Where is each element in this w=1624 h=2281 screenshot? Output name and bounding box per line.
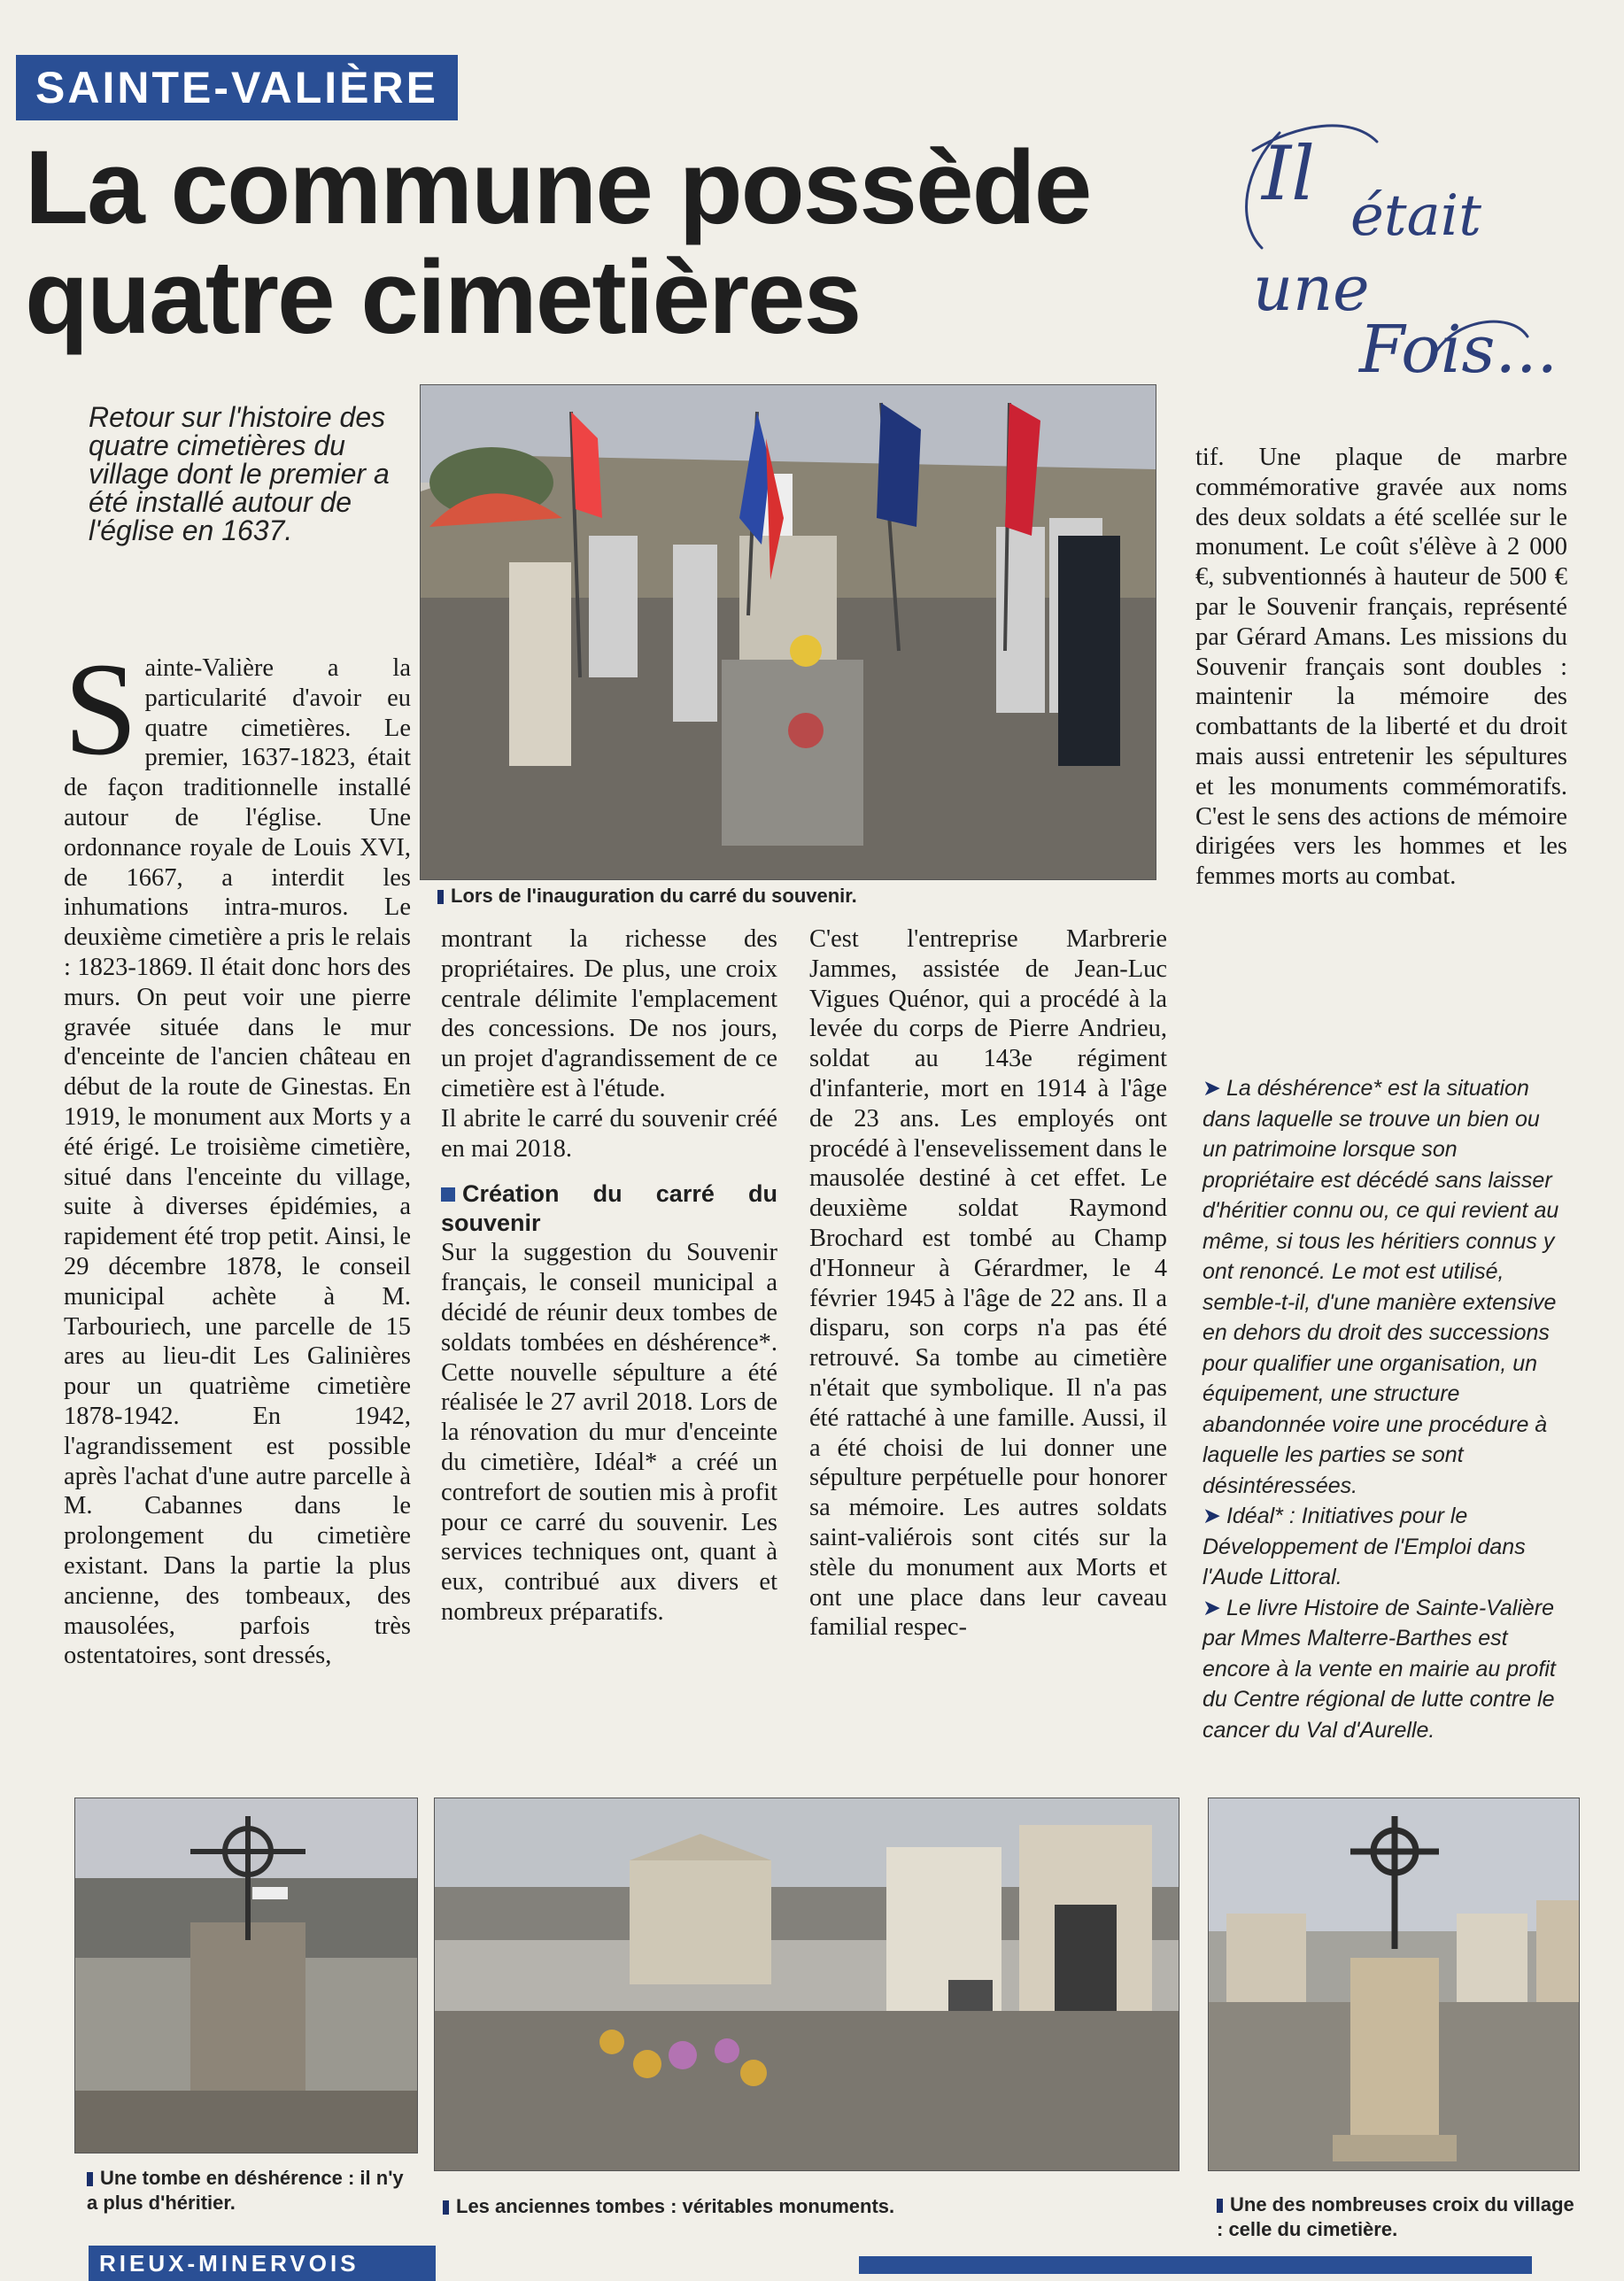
subheading-text: Création du carré du souvenir <box>441 1180 777 1237</box>
next-article-bar <box>859 2256 1532 2274</box>
photo-cemetery-cross <box>1208 1798 1580 2171</box>
headline <box>25 129 1091 356</box>
next-article-kicker: RIEUX-MINERVOIS <box>89 2246 436 2281</box>
article-column-2 <box>441 924 777 1628</box>
series-logo-word-2: était <box>1350 183 1481 249</box>
caption-marker-icon <box>437 890 444 904</box>
photo-left-caption-text: Une tombe en déshérence : il n'y a plus d'héritier. <box>87 2167 404 2214</box>
caption-marker-icon <box>87 2172 93 2186</box>
series-logo-art <box>1226 115 1581 416</box>
headline-line-2: quatre cimetières <box>25 239 861 356</box>
subheading <box>441 1179 777 1238</box>
arrow-icon: ➤ <box>1203 1504 1221 1528</box>
photo-cemetery-cross-caption <box>1217 2192 1580 2242</box>
main-photo <box>420 384 1156 880</box>
column-2-paragraph-2: Il abrite le carré du souvenir créé en mai 2018. <box>441 1104 777 1163</box>
arrow-icon: ➤ <box>1203 1076 1221 1101</box>
column-3-text: C'est l'entreprise Marbrerie Jammes, assistée de Jean-Luc Vigues Quénor, qui a procédé à la levée du corps de Pierre Andrieu, soldat au 143e régiment d'infanterie, mort en 1914 à l'âge de 23 ans. Les employés ont procédé à l'ensevelissement dans le mausolée destiné à cet effet. Le deuxième soldat Raymond Brochard est tombé au Champ d'Honneur à Gérardmer, le 4 février 1945 à l'âge de 22 ans. Il a disparu, son corps n'a pas été retrouvé. Sa tombe au cimetière n'était que symbolique. Il n'a pas été rattaché à une famille. Aussi, il a été choisi de lui donner une sépulture perpétuelle pour honorer sa mémoire. Les autres soldats saint-valiérois sont cités sur la stèle du monument aux Morts et ont une place dans leur caveau familial respec- <box>809 925 1167 1642</box>
footnote-3 <box>1203 1593 1567 1746</box>
drop-cap: S <box>64 636 138 783</box>
column-2-paragraph-3: Sur la suggestion du Souvenir français, le conseil municipal a décidé de réunir deux tombes de soldats tombées en déshérence*. Cette nouvelle sépulture a été réalisée le 27 avril 2018. Lors de la rénovation du mur d'enceinte du cimetière, Idéal* a créé un contrefort de soutien mis à profit pour ce carré du souvenir. Les services techniques ont, quant à eux, contribué aux divers et nombreux préparatifs. <box>441 1239 777 1626</box>
main-photo-caption-text: Lors de l'inauguration du carré du souvenir. <box>451 885 857 907</box>
series-logo-word-4: Fois... <box>1359 312 1558 388</box>
main-photo-caption <box>437 884 1146 909</box>
subheading-square-icon <box>441 1187 455 1202</box>
photo-old-tombs <box>434 1798 1179 2171</box>
footnote-2-text: Idéal* : Initiatives pour le Développement de l'Emploi dans l'Aude Littoral. <box>1203 1504 1526 1589</box>
footnotes <box>1203 1073 1567 1745</box>
headline-line-1: La commune possède <box>25 129 1091 246</box>
series-logo-word-1: Il <box>1262 130 1316 217</box>
article-column-1 <box>64 636 411 1671</box>
footnote-1-text: La déshérence* est la situation dans laquelle se trouve un bien ou un patrimoine lorsque son propriétaire est décédé sans laisser d'héritier connu ou, ce qui revient au même, si tous les héritiers connus y ont renoncé. Le mot est utilisé, semble-t-il, d'une manière extensive en dehors du droit des successions pour qualifier une organisation, un équipement, une structure abandonnée voire une procédure à laquelle les parties se sont désintéressées. <box>1203 1076 1559 1498</box>
caption-marker-icon <box>1217 2199 1223 2213</box>
photo-abandoned-tomb <box>74 1798 418 2153</box>
photo-old-tombs-caption <box>443 2194 1169 2219</box>
column-4-text: tif. Une plaque de marbre commémorative gravée aux noms des deux soldats a été scellée sur le monument. Le coût s'élève à 2 000 €, subventionnés à hauteur de 500 € par le Souvenir français, représenté par Gérard Amans. Les missions du Souvenir français sont doubles : maintenir la mémoire des combattants de la liberté et du droit mais aussi entretenir les sépultures et les monuments commémoratifs. C'est le sens des actions de mémoire dirigées vers les hommes et les femmes morts au combat. <box>1195 444 1567 891</box>
article-column-3 <box>809 924 1167 1643</box>
photo-abandoned-tomb-caption <box>87 2166 414 2215</box>
column-2-paragraph-1: montrant la richesse des propriétaires. De plus, une croix centrale délimite l'emplacement des concessions. De nos jours, un projet d'agrandissement de ce cimetière est à l'étude. <box>441 925 777 1102</box>
footnote-1 <box>1203 1073 1567 1501</box>
caption-marker-icon <box>443 2200 449 2215</box>
footnote-2 <box>1203 1501 1567 1593</box>
article-column-4 <box>1195 443 1567 892</box>
series-logo-word-3: une <box>1253 252 1370 325</box>
standfirst: Retour sur l'histoire des quatre cimetières du village dont le premier a été installé autour de l'église en 1637. <box>89 401 390 546</box>
photo-right-caption-text: Une des nombreuses croix du village : celle du cimetière. <box>1217 2193 1574 2240</box>
arrow-icon: ➤ <box>1203 1595 1221 1620</box>
photo-center-caption-text: Les anciennes tombes : véritables monuments. <box>456 2195 895 2217</box>
column-1-text: ainte-Valière a la particularité d'avoir eu quatre cimetières. Le premier, 1637-1823, était de façon traditionnelle installé autour de l'église. Une ordonnance royale de Louis XVI, de 1667, a interdit les inhumations intra-muros. Le deuxième cimetière a pris le relais : 1823-1869. Il était donc hors des murs. On peut voir une pierre gravée située dans le mur d'enceinte de l'ancien château en début de la route de Ginestas. En 1919, le monument aux Morts y a été érigé. Le troisième cimetière, situé dans l'enceinte du village, suite à diverses épidémies, a rapidement été trop petit. Ainsi, le 29 décembre 1878, le conseil municipal achète à M. Tarbouriech, une parcelle de 15 ares au lieu-dit Les Galinières pour un quatrième cimetière 1878-1942. En 1942, l'agrandissement est possible après l'achat d'une autre parcelle à M. Cabannes dans le prolongement du cimetière existant. Dans la partie la plus ancienne, des tombeaux, des mausolées, parfois très ostentatoires, sont dressés, <box>64 654 411 1670</box>
footnote-3-text: Le livre Histoire de Sainte-Valière par Mmes Malterre-Barthes est encore à la vente en mairie au profit du Centre régional de lutte contre le cancer du Val d'Aurelle. <box>1203 1595 1556 1743</box>
section-kicker: SAINTE-VALIÈRE <box>16 55 458 120</box>
series-logo <box>1226 115 1581 416</box>
